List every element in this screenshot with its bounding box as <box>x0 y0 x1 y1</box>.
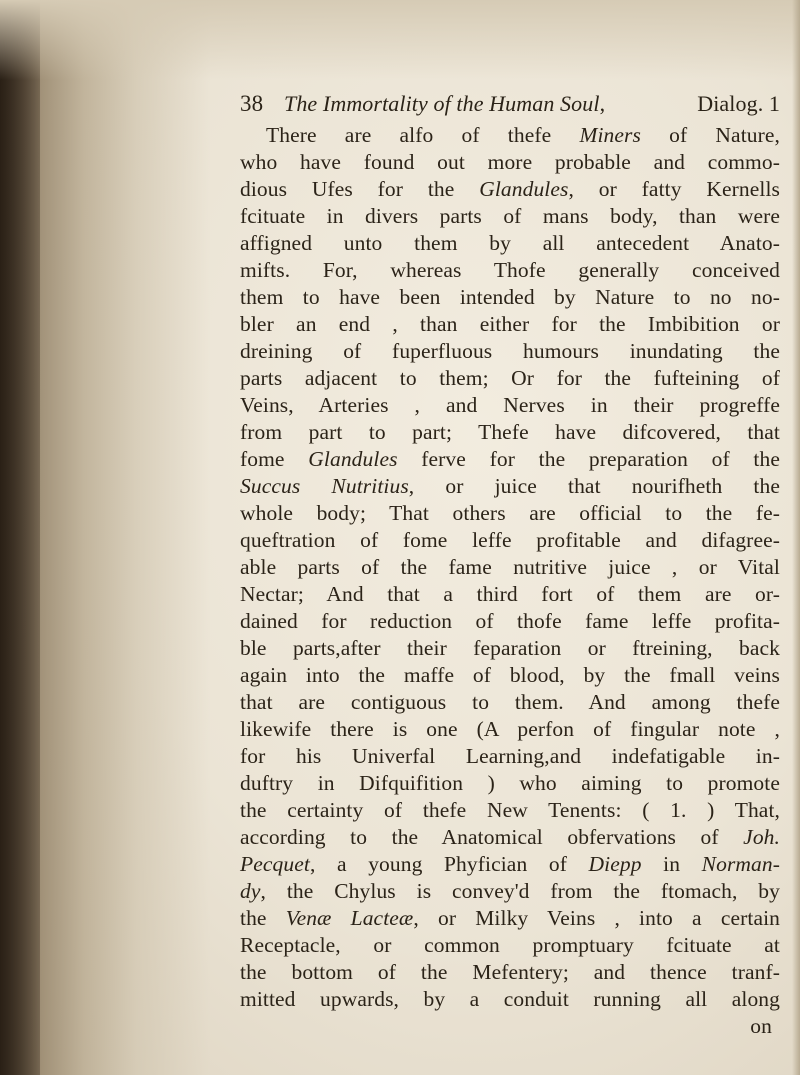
top-edge-shadow <box>0 0 800 80</box>
text-line <box>240 797 780 824</box>
line-text: , or juice that nourifheth the <box>408 474 780 498</box>
line-text: Veins, Arteries , and Nerves in their progreffe <box>240 393 780 417</box>
italic-term: Diepp <box>588 852 642 876</box>
text-line <box>240 419 780 446</box>
right-page-edge <box>792 0 800 1075</box>
text-line <box>240 824 780 851</box>
line-text: for his Univerfal Learning,and indefatigable in- <box>240 744 780 768</box>
italic-term: Miners <box>579 123 641 147</box>
line-text: affigned unto them by all antecedent Anato- <box>240 231 780 255</box>
line-text: dained for reduction of thofe fame leffe profita- <box>240 609 780 633</box>
text-line <box>240 230 780 257</box>
text-line <box>240 932 780 959</box>
binding-edge <box>0 0 40 1075</box>
body-text <box>240 122 780 1013</box>
line-text: , or fatty Kernells <box>568 177 781 201</box>
running-head <box>276 90 697 117</box>
text-line <box>240 608 780 635</box>
italic-term: Joh. <box>743 825 780 849</box>
line-text: them to have been intended by Nature to no no- <box>240 285 780 309</box>
text-line <box>240 581 780 608</box>
line-text: that are contiguous to them. And among thefe <box>240 690 780 714</box>
line-text: dious Ufes for the <box>240 177 480 201</box>
line-text: bler an end , than either for the Imbibition or <box>240 312 780 336</box>
text-line <box>240 257 780 284</box>
line-text: from part to part; Thefe have difcovered, that <box>240 420 780 444</box>
text-line <box>240 122 780 149</box>
line-text: able parts of the fame nutritive juice , or Vital <box>240 555 780 579</box>
text-line <box>240 149 780 176</box>
line-text: , or Milky Veins , into a certain <box>413 906 781 930</box>
text-line <box>240 473 780 500</box>
line-text: Nectar; And that a third fort of them are or- <box>240 582 780 606</box>
text-line <box>240 905 780 932</box>
text-line <box>240 311 780 338</box>
italic-term: Venæ Lacteæ <box>285 906 414 930</box>
text-line <box>240 743 780 770</box>
line-text: parts adjacent to them; Or for the fufteining of <box>240 366 780 390</box>
text-line <box>240 851 780 878</box>
page-header <box>240 90 780 122</box>
italic-term: Norman- <box>701 852 780 876</box>
line-text: of Nature, <box>640 123 780 147</box>
italic-term: Succus Nutritius <box>240 474 409 498</box>
italic-term: dy <box>240 879 261 903</box>
text-line <box>240 635 780 662</box>
text-line <box>240 662 780 689</box>
text-line <box>240 284 780 311</box>
line-text: dreining of fuperfluous humours inundating the <box>240 339 780 363</box>
text-line <box>240 770 780 797</box>
line-text: according to the Anatomical obfervations of <box>240 825 744 849</box>
line-text: whole body; That others are official to the fe- <box>240 501 780 525</box>
line-text: duftry in Difquifition ) who aiming to promote <box>240 771 780 795</box>
line-text: fome <box>240 447 309 471</box>
line-text: who have found out more probable and commo- <box>240 150 780 174</box>
text-line <box>240 878 780 905</box>
text-line <box>240 689 780 716</box>
text-line <box>240 959 780 986</box>
page-number: 38 <box>240 91 264 116</box>
text-line <box>240 986 780 1013</box>
line-text: There are alfo of thefe <box>266 123 580 147</box>
dialog-label: Dialog. 1 <box>697 91 780 116</box>
line-text: ble parts,after their feparation or ftreining, back <box>240 636 780 660</box>
line-text: queftration of fome leffe profitable and difagree- <box>240 528 780 552</box>
running-head-title: The Immortality of the Human Soul <box>284 91 600 116</box>
text-line <box>240 338 780 365</box>
line-text: the certainty of thefe New Tenents: ( 1. ) That, <box>240 798 780 822</box>
italic-term: Glandules <box>479 177 569 201</box>
line-text: mitted upwards, by a conduit running all along <box>240 987 780 1011</box>
italic-term: Glandules <box>308 447 398 471</box>
text-line <box>240 500 780 527</box>
italic-term: Pecquet <box>240 852 310 876</box>
line-text: the bottom of the Mefentery; and thence tranf- <box>240 960 780 984</box>
text-line <box>240 365 780 392</box>
line-text: Receptacle, or common promptuary fcituate at <box>240 933 780 957</box>
line-text: the <box>240 906 286 930</box>
running-head-separator: , <box>599 91 606 116</box>
line-text: ferve for the preparation of the <box>397 447 780 471</box>
text-line <box>240 392 780 419</box>
text-block <box>240 90 780 1040</box>
line-text: again into the maffe of blood, by the fmall veins <box>240 663 780 687</box>
line-text: , the Chylus is convey'd from the ftomach, by <box>260 879 780 903</box>
text-line <box>240 527 780 554</box>
line-text: in <box>641 852 702 876</box>
text-line <box>240 716 780 743</box>
line-text: , a young Phyfician of <box>309 852 589 876</box>
text-line <box>240 176 780 203</box>
line-text: likewife there is one (A perfon of fingular note , <box>240 717 780 741</box>
line-text: mifts. For, whereas Thofe generally conceived <box>240 258 780 282</box>
line-text: fcituate in divers parts of mans body, than were <box>240 204 780 228</box>
text-line <box>240 554 780 581</box>
text-line <box>240 203 780 230</box>
catchword: on <box>750 1014 772 1038</box>
text-line <box>240 446 780 473</box>
